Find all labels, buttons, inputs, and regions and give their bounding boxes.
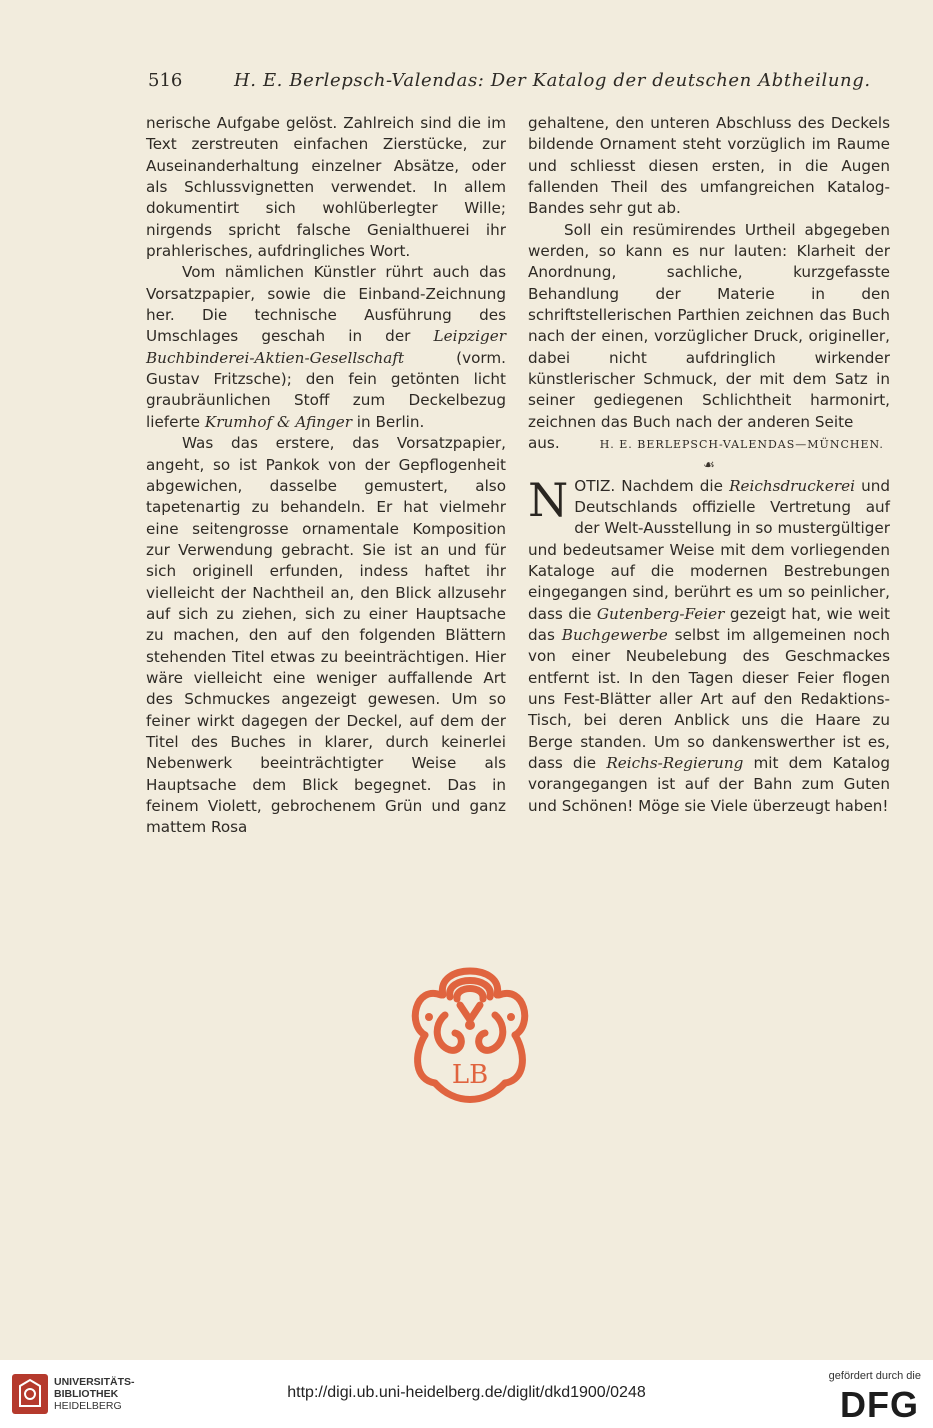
library-name: UNIVERSITÄTS- BIBLIOTHEK HEIDELBERG: [54, 1376, 135, 1412]
fleuron-icon: ☙: [703, 457, 715, 473]
drop-cap: N: [528, 472, 569, 527]
ornament-vignette-icon: [405, 955, 535, 1125]
signature-row: [528, 433, 890, 455]
paragraph: gehaltene, den unteren Abschluss des Deckels bildende Ornament steht vorzüglich im Raume und schliesst diesen ersten, in die Augen fallenden Theil des umfangreichen Katalog-Bandes sehr gut ab.: [528, 114, 890, 218]
italic-name: Krumhof & Afinger: [204, 412, 352, 431]
paragraph: nerische Aufgabe gelöst. Zahlreich sind die im Text zerstreuten einfachen Zierstücke, zur Auseinanderhaltung einzelner Absätze, oder als Schlussvignetten verwendet. In allem dokumentirt sich wohlüberlegter Wille; nirgends spricht falsche Genialthuerei ihr prahlerisches, aufdringliches Wort.: [146, 114, 506, 261]
page-number: 516: [148, 70, 183, 91]
monogram: LB: [451, 1060, 489, 1090]
left-column: [146, 113, 506, 839]
author-signature: H. E. BERLEPSCH-VALENDAS—MÜNCHEN.: [599, 438, 884, 452]
funding-note: gefördert durch die: [828, 1370, 921, 1382]
notiz-section: [528, 472, 890, 818]
right-column: [528, 113, 890, 817]
permalink-url[interactable]: http://digi.ub.uni-heidelberg.de/diglit/dkd1900/0248: [287, 1384, 646, 1401]
paragraph-end: aus.: [528, 434, 560, 453]
paragraph: Was das erstere, das Vorsatzpapier, angeht, so ist Pankok von der Gepflogenheit abgewichen, dasselbe gemustert, also tapetenartig zu behandeln. Er hat vielmehr eine seitengrosse ornamentale Komposition zur Verwendung gebracht. Sie ist an und für sich originell erfunden, indess haftet ihr vielleicht der Nachtheil an, den Blick allzusehr auf sich zu ziehen, sich zu einer Hauptsache zu machen, den auf den folgenden Blättern stehenden Titel etwas zu beeinträchtigen. Hier wäre vielleicht eine weniger auffallende Art des Schmuckes angezeigt gewesen. Um so feiner wirkt dagegen der Deckel, auf dem der Titel des Buches in klarer, durch keinerlei Nebenwerk beeinträchtigter Weise als Hauptsache dem Blick begegnet. Das in feinem Violett, gebrochenem Grün und ganz mattem Rosa: [146, 434, 506, 837]
dfg-logo: DFG: [840, 1384, 919, 1425]
page-header: [148, 66, 888, 96]
paragraph: Soll ein resümirendes Urtheil abgegeben werden, so kann es nur lauten: Klarheit der Anordnung, sachliche, kurzgefasste Behandlung der Materie in den schriftstellerischen Parthien zeichnen das Buch nach der einen, vorzüglicher Druck, origineller, dabei nicht aufdringlich wirkender künstlerischer Schmuck, der mit dem Satz in seiner gediegenen Schlichtheit harmonirt, zeichnen das Buch nach der anderen Seite: [528, 220, 890, 431]
italic-name: Leipziger Buchbinderei-Aktien-Gesellschaft: [146, 327, 506, 367]
paragraph: OTIZ. Nachdem die Reichsdruckerei und Deutschlands offizielle Vertretung auf der Welt-Ausstellung in so mustergültiger und bedeutsamer Weise mit dem vorliegenden Kataloge auf die modernen Bestrebungen eingegangen sind, berührt es um so peinlicher, dass die Gutenberg-Feier gezeigt hat, wie weit das Buchgewerbe selbst im allgemeinen noch von einer Neubelebung des Geschmackes entfernt ist. In den Tagen dieser Feier flogen uns Fest-Blätter aller Art auf den Redaktions-Tisch, bei deren Anblick uns die Haare zu Berge standen. Um so dankenswerther ist es, dass die Reichs-Regierung mit dem Katalog vorangegangen ist auf der Bahn zum Guten und Schönen! Möge sie Viele überzeugt haben!: [528, 476, 890, 815]
running-title: H. E. Berlepsch-Valendas: Der Katalog der deutschen Abtheilung.: [234, 70, 871, 91]
paragraph: Vom nämlichen Künstler rührt auch das Vorsatzpapier, sowie die Einband-Zeichnung her. Die technische Ausführung des Umschlages geschah in der Leipziger Buchbinderei-Aktien-Gesellschaft (vorm. Gustav Fritzsche); den fein getönten licht graubräunlichen Stoff zum Deckelbezug lieferte Krumhof & Afinger in Berlin.: [146, 263, 506, 431]
